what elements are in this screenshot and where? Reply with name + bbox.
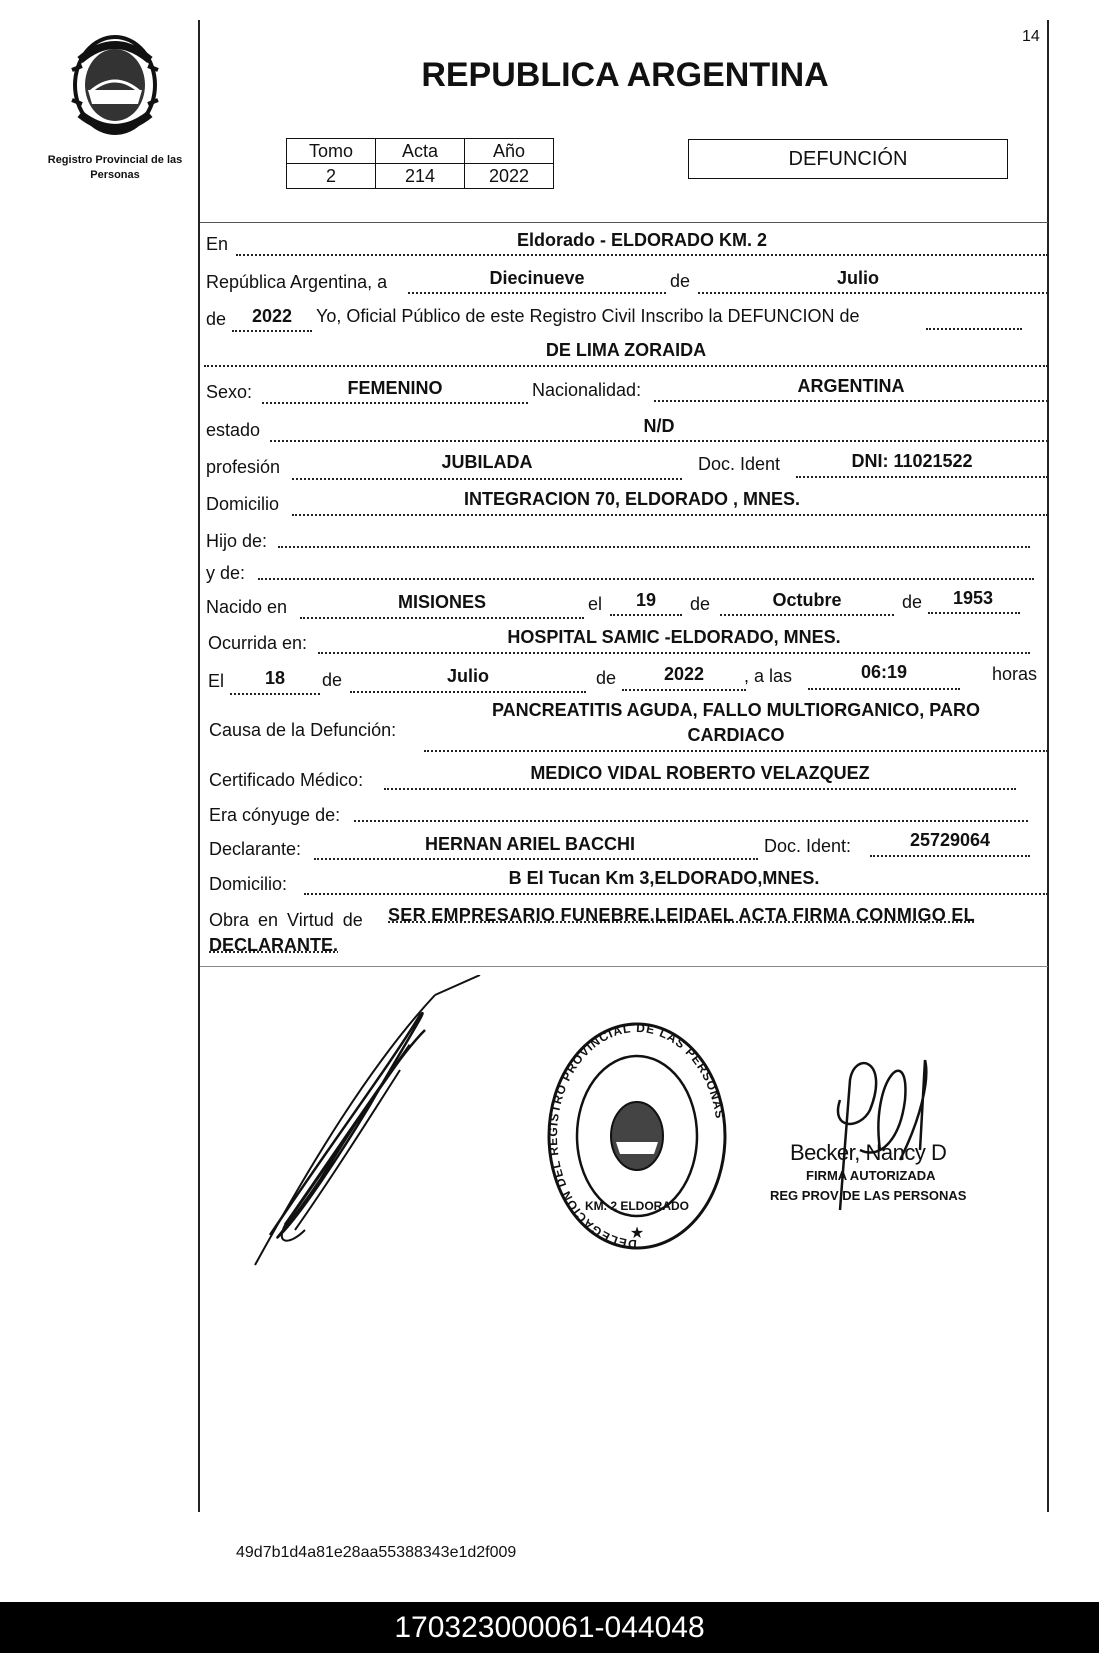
en-value: Eldorado - ELDORADO KM. 2 — [516, 230, 767, 250]
reference-value-tomo: 2 — [287, 164, 376, 189]
conyuge-label: Era cónyuge de: — [209, 805, 341, 825]
def-de2-label: de — [596, 668, 617, 688]
month-line — [698, 292, 1048, 294]
yde-line — [258, 578, 1034, 580]
reference-header-row — [287, 139, 554, 164]
official-name: Becker, Nancy D — [790, 1140, 947, 1165]
causa-line — [424, 750, 1048, 752]
sexo-value: FEMENINO — [347, 378, 443, 398]
alas-label: , a las — [744, 666, 793, 686]
decl-domicilio-label: Domicilio: — [209, 874, 288, 894]
reference-value-anio: 2022 — [465, 164, 554, 189]
nac-year-line — [928, 612, 1020, 614]
month-value: Julio — [836, 268, 879, 288]
nac-month-line — [720, 614, 894, 616]
def-time: 06:19 — [860, 662, 908, 682]
record-type-label: DEFUNCIÓN — [788, 148, 908, 170]
official-role: FIRMA AUTORIZADA — [806, 1168, 936, 1183]
nacionalidad-value: ARGENTINA — [797, 376, 905, 396]
ocurrida-label: Ocurrida en: — [208, 633, 308, 653]
certificado-value: MEDICO VIDAL ROBERTO VELAZQUEZ — [530, 763, 870, 783]
certificado-line — [384, 788, 1016, 790]
star-icon: ★ — [629, 1223, 645, 1242]
decl-doc-value: 25729064 — [909, 830, 991, 850]
official-office: REG PROV DE LAS PERSONAS — [770, 1188, 967, 1203]
nacido-value: MISIONES — [397, 592, 486, 612]
inscribo-text: Yo, Oficial Público de este Registro Civil Inscribo la DEFUNCION de — [316, 306, 860, 326]
estado-value: N/D — [643, 416, 675, 436]
year-line — [232, 330, 312, 332]
decl-doc-label: Doc. Ident: — [764, 836, 852, 856]
republica-label: República Argentina, a — [206, 272, 388, 292]
top-rule — [200, 222, 1048, 223]
reference-table — [286, 138, 554, 189]
domicilio-label: Domicilio — [206, 494, 280, 514]
decl-doc-line — [870, 855, 1030, 857]
yde-label: y de: — [206, 563, 246, 583]
reference-value-acta: 214 — [376, 164, 465, 189]
decl-domicilio-value: B El Tucan Km 3,ELDORADO,MNES. — [508, 868, 820, 888]
declarante-value: HERNAN ARIEL BACCHI — [424, 834, 635, 854]
stamp-inner-text: KM. 2 ELDORADO — [584, 1199, 690, 1213]
nacido-line — [300, 617, 584, 619]
provincial-logo — [60, 30, 170, 140]
registry-stamp — [546, 1020, 728, 1252]
ocurrida-line — [318, 652, 1030, 654]
causa-label: Causa de la Defunción: — [209, 720, 397, 740]
el2-label: El — [208, 671, 225, 691]
reference-header-acta: Acta — [376, 139, 465, 164]
doc-value: DNI: 11021522 — [851, 451, 973, 471]
def-day-line — [230, 693, 320, 695]
sexo-line — [262, 402, 528, 404]
nac-day-line — [610, 614, 682, 616]
nac-de2-label: de — [902, 592, 923, 612]
el-label: el — [588, 594, 603, 614]
profesion-value: JUBILADA — [441, 452, 533, 472]
conyuge-line — [354, 820, 1028, 822]
record-type-box — [688, 139, 1008, 179]
left-margin-line — [198, 20, 200, 1512]
en-line — [236, 254, 1048, 256]
day-value: Diecinueve — [489, 268, 585, 288]
logo-caption: Registro Provincial de las Personas — [47, 154, 183, 181]
def-year-line — [622, 689, 746, 691]
nacionalidad-line — [654, 400, 1048, 402]
domicilio-line — [292, 514, 1048, 516]
estado-line — [270, 440, 1048, 442]
def-year: 2022 — [663, 664, 705, 684]
obra-line2: DECLARANTE. — [209, 935, 338, 955]
nacido-label: Nacido en — [206, 597, 288, 617]
def-month: Julio — [446, 666, 489, 686]
horas-label: horas — [992, 664, 1038, 684]
footer-bar — [0, 1602, 1099, 1653]
reference-header-anio: Año — [465, 139, 554, 164]
page-title: REPUBLICA ARGENTINA — [421, 56, 829, 94]
year-value: 2022 — [251, 306, 293, 326]
name-line — [204, 365, 1048, 367]
reference-header-tomo: Tomo — [287, 139, 376, 164]
doc-label: Doc. Ident — [698, 454, 781, 474]
def-day: 18 — [264, 668, 286, 688]
stamp-outer-text: DELEGACION DEL REGISTRO PROVINCIAL DE LAS PERSONAS — [546, 1020, 728, 1252]
reference-value-row — [287, 164, 554, 189]
def-de-label: de — [322, 670, 343, 690]
hijo-label: Hijo de: — [206, 531, 268, 551]
declarant-signature — [250, 975, 500, 1275]
declarante-line — [314, 858, 758, 860]
nac-year: 1953 — [952, 588, 994, 608]
deceased-name: DE LIMA ZORAIDA — [545, 340, 707, 360]
causa-line2: CARDIACO — [687, 725, 785, 745]
domicilio-value: INTEGRACION 70, ELDORADO , MNES. — [463, 489, 801, 509]
estado-label: estado — [206, 420, 261, 440]
misiones-seal-icon — [60, 30, 170, 140]
obra-line1: SER EMPRESARIO FUNEBRE.LEIDAEL ACTA FIRMA CONMIGO EL — [388, 905, 975, 925]
hijo-line — [278, 546, 1030, 548]
form-bottom-rule — [200, 966, 1048, 967]
de2-label: de — [206, 309, 227, 329]
nac-de-label: de — [690, 594, 711, 614]
def-time-line — [808, 688, 960, 690]
inscribo-line — [926, 328, 1022, 330]
de-label: de — [670, 271, 691, 291]
profesion-line — [292, 478, 682, 480]
nac-day: 19 — [635, 590, 657, 610]
doc-line — [796, 476, 1048, 478]
page-number: 14 — [1022, 28, 1040, 45]
certificado-label: Certificado Médico: — [209, 770, 364, 790]
nacionalidad-label: Nacionalidad: — [532, 380, 642, 400]
document-hash: 49d7b1d4a81e28aa55388343e1d2f009 — [236, 1544, 517, 1561]
profesion-label: profesión — [206, 457, 281, 477]
obra-label: Obra en Virtud de — [209, 910, 363, 930]
en-label: En — [206, 234, 229, 254]
declarante-label: Declarante: — [209, 839, 302, 859]
day-line — [408, 292, 666, 294]
footer-code: 170323000061-044048 — [394, 1611, 705, 1644]
nac-month: Octubre — [772, 590, 842, 610]
def-month-line — [350, 691, 586, 693]
decl-domicilio-line — [304, 893, 1048, 895]
sexo-label: Sexo: — [206, 382, 253, 402]
ocurrida-value: HOSPITAL SAMIC -ELDORADO, MNES. — [507, 627, 841, 647]
stamp-seal-icon — [546, 1020, 728, 1252]
causa-line1: PANCREATITIS AGUDA, FALLO MULTIORGANICO, PARO — [492, 700, 980, 720]
